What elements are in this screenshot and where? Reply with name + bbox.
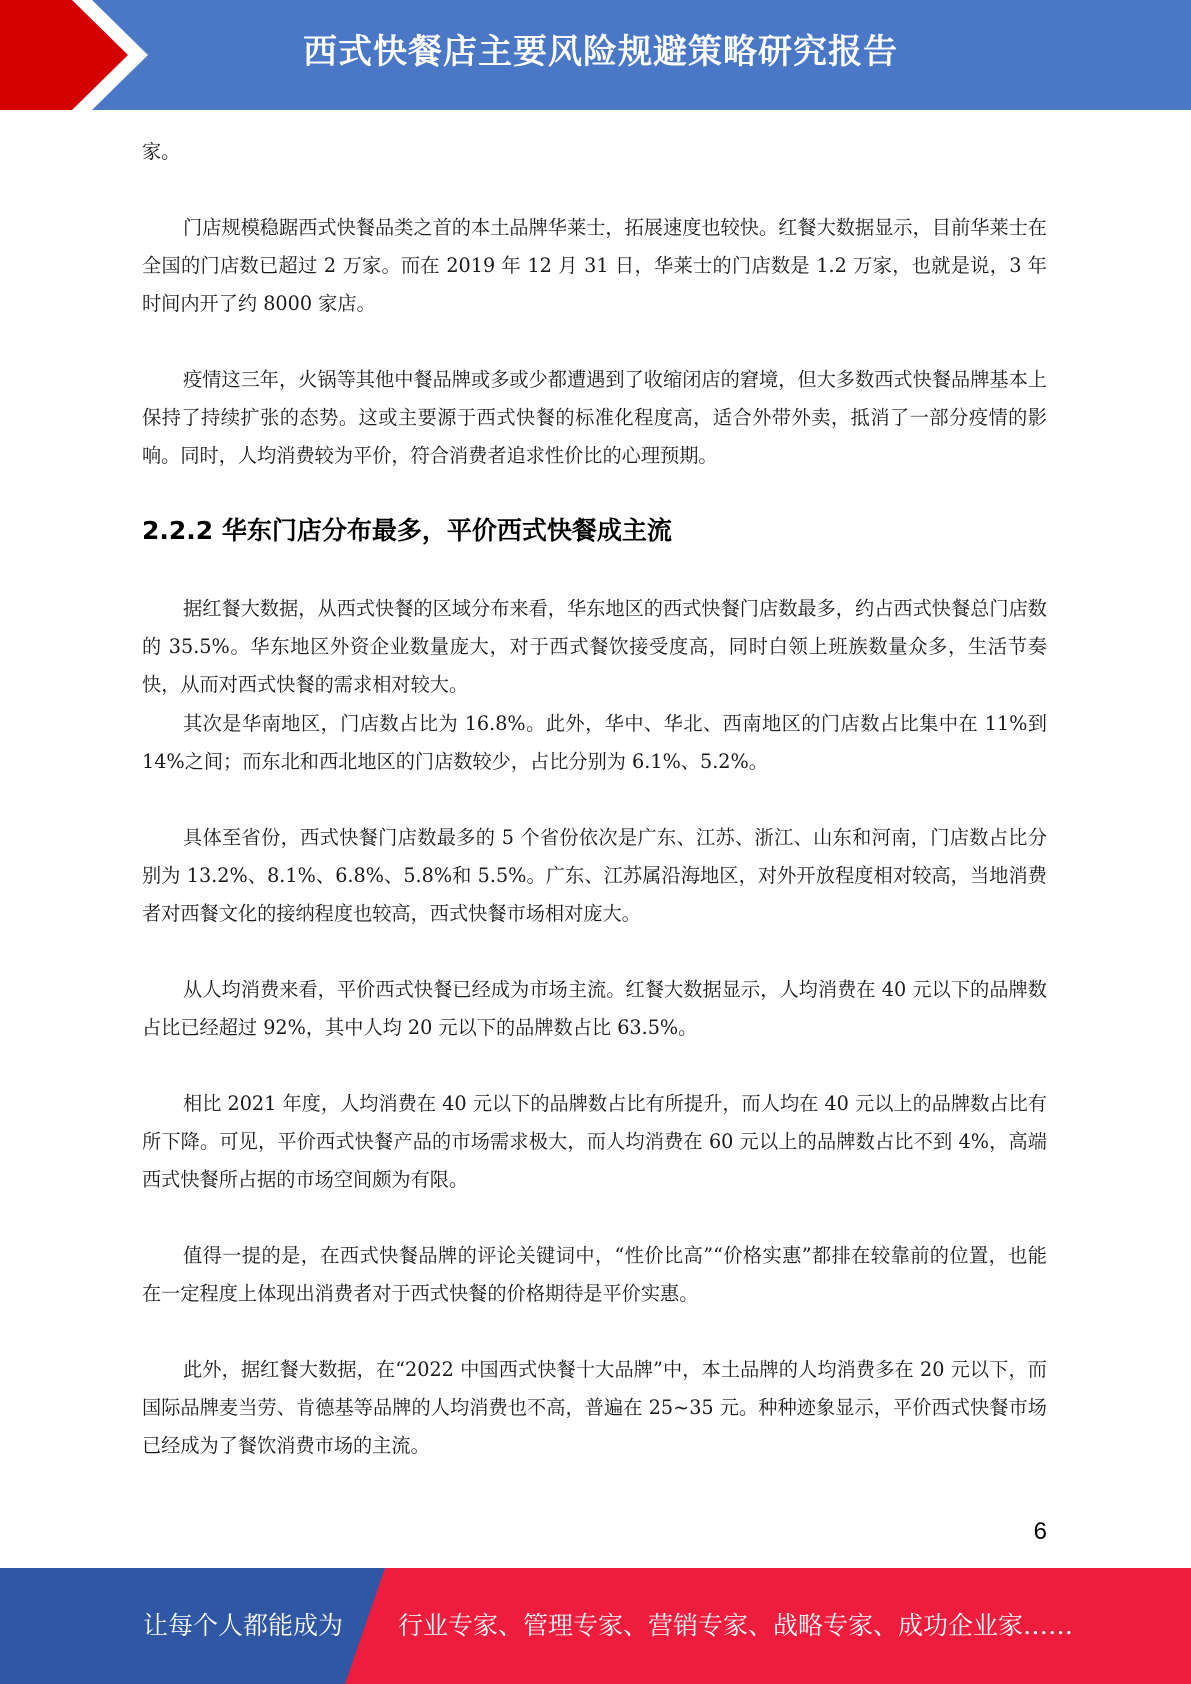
paragraph: 具体至省份，西式快餐门店数最多的 5 个省份依次是广东、江苏、浙江、山东和河南，门店数占比分别为 13.2%、8.1%、6.8%、5.8%和 5.5%。广东、江苏属沿海地区，对外开放程度相对较高，当地消费者对西餐文化的接纳程度也较高，西式快餐市场相对庞大。	[142, 826, 1047, 925]
paragraph-continuation: 家。	[142, 140, 181, 163]
page-number: 6	[1033, 1518, 1047, 1545]
page-header	[0, 0, 1191, 110]
paragraph: 门店规模稳踞西式快餐品类之首的本土品牌华莱士，拓展速度也较快。红餐大数据显示，目前华莱士在全国的门店数已超过 2 万家。而在 2019 年 12 月 31 日，华莱士的门店数是 1.2 万家，也就是说，3 年时间内开了约 8000 家店。	[142, 216, 1047, 315]
report-title: 西式快餐店主要风险规避策略研究报告	[303, 32, 898, 72]
section-heading: 2.2.2 华东门店分布最多，平价西式快餐成主流	[142, 516, 672, 545]
paragraph: 相比 2021 年度，人均消费在 40 元以下的品牌数占比有所提升，而人均在 40 元以上的品牌数占比有所下降。可见，平价西式快餐产品的市场需求极大，而人均消费在 60 元以上的品牌数占比不到 4%，高端西式快餐所占据的市场空间颇为有限。	[142, 1092, 1047, 1191]
paragraph: 其次是华南地区，门店数占比为 16.8%。此外，华中、华北、西南地区的门店数占比集中在 11%到 14%之间；而东北和西北地区的门店数较少，占比分别为 6.1%、5.2%。	[142, 712, 1047, 773]
footer-slogan-right: 行业专家、管理专家、营销专家、战略专家、成功企业家……	[398, 1611, 1074, 1640]
paragraph: 此外，据红餐大数据，在“2022 中国西式快餐十大品牌”中，本土品牌的人均消费多在 20 元以下，而国际品牌麦当劳、肯德基等品牌的人均消费也不高，普遍在 25~35 元。种种迹象显示，平价西式快餐市场已经成为了餐饮消费市场的主流。	[142, 1358, 1047, 1457]
page-footer	[0, 1568, 1191, 1684]
paragraph: 从人均消费来看，平价西式快餐已经成为市场主流。红餐大数据显示，人均消费在 40 元以下的品牌数占比已经超过 92%，其中人均 20 元以下的品牌数占比 63.5%。	[142, 978, 1047, 1039]
paragraph: 值得一提的是，在西式快餐品牌的评论关键词中，“性价比高”“价格实惠”都排在较靠前的位置，也能在一定程度上体现出消费者对于西式快餐的价格期待是平价实惠。	[142, 1244, 1047, 1305]
footer-slogan-left: 让每个人都能成为	[143, 1611, 344, 1640]
paragraph: 据红餐大数据，从西式快餐的区域分布来看，华东地区的西式快餐门店数最多，约占西式快餐总门店数的 35.5%。华东地区外资企业数量庞大，对于西式餐饮接受度高，同时白领上班族数量众多，生活节奏快，从而对西式快餐的需求相对较大。	[142, 597, 1047, 696]
paragraph: 疫情这三年，火锅等其他中餐品牌或多或少都遭遇到了收缩闭店的窘境，但大多数西式快餐品牌基本上保持了持续扩张的态势。这或主要源于西式快餐的标准化程度高，适合外带外卖，抵消了一部分疫情的影响。同时，人均消费较为平价，符合消费者追求性价比的心理预期。	[142, 368, 1047, 467]
